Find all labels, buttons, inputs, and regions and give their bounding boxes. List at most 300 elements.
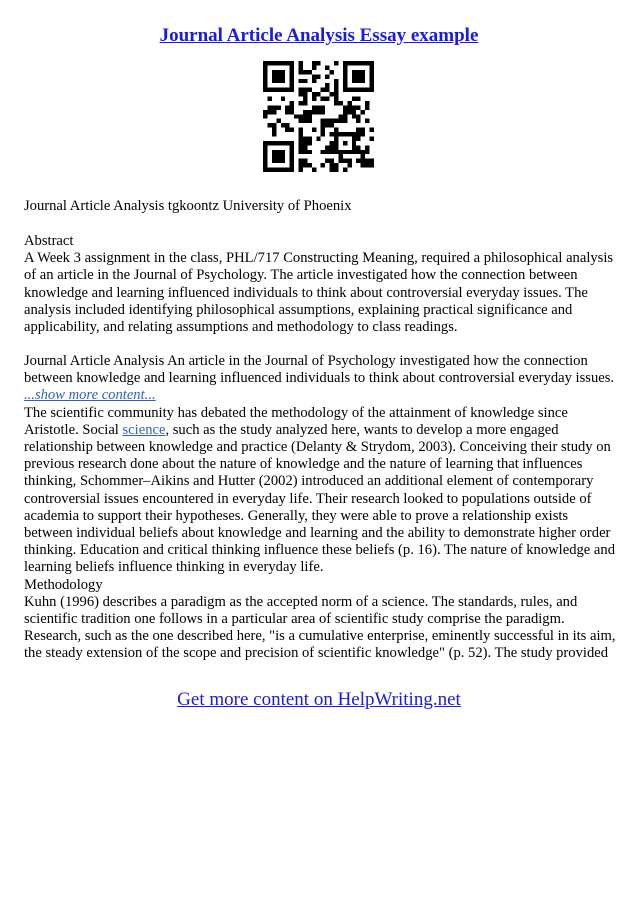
qr-module: [281, 159, 285, 163]
qr-module: [267, 110, 271, 114]
qr-module: [347, 105, 351, 109]
qr-module: [370, 61, 374, 65]
qr-module: [281, 74, 285, 78]
qr-module: [307, 110, 311, 114]
qr-module: [299, 65, 303, 69]
qr-module: [307, 141, 311, 145]
helpwriting-link[interactable]: Get more content on HelpWriting.net: [177, 689, 461, 710]
qr-module: [299, 163, 303, 167]
qr-module: [290, 79, 294, 83]
qr-module: [290, 168, 294, 172]
qr-module: [356, 74, 360, 78]
qr-module: [370, 70, 374, 74]
qr-module: [276, 88, 280, 92]
qr-module: [365, 101, 369, 105]
qr-module: [272, 150, 276, 154]
qr-module: [299, 114, 303, 118]
qr-module: [330, 70, 334, 74]
qr-module: [343, 168, 347, 172]
qr-module: [281, 150, 285, 154]
qr-module: [263, 168, 267, 172]
qr-module: [338, 101, 342, 105]
qr-module: [365, 105, 369, 109]
qr-module: [299, 70, 303, 74]
qr-module: [285, 105, 289, 109]
qr-module: [285, 128, 289, 132]
qr-module: [299, 88, 303, 92]
qr-module: [321, 97, 325, 101]
qr-module: [263, 61, 267, 65]
qr-module: [303, 136, 307, 140]
qr-module: [276, 61, 280, 65]
qr-module: [365, 145, 369, 149]
qr-module: [299, 128, 303, 132]
qr-module: [312, 79, 316, 83]
qr-module: [281, 88, 285, 92]
qr-module: [330, 150, 334, 154]
qr-module: [370, 128, 374, 132]
qr-module: [356, 119, 360, 123]
qr-module: [352, 114, 356, 118]
qr-module: [361, 88, 365, 92]
qr-module: [276, 70, 280, 74]
qr-module: [285, 123, 289, 127]
qr-module: [272, 123, 276, 127]
qr-module: [312, 168, 316, 172]
qr-module: [370, 79, 374, 83]
qr-module: [263, 145, 267, 149]
qr-module: [356, 132, 360, 136]
qr-module: [352, 61, 356, 65]
qr-module: [307, 88, 311, 92]
qr-module: [356, 145, 360, 149]
qr-module: [272, 70, 276, 74]
qr-module: [321, 128, 325, 132]
qr-module: [303, 141, 307, 145]
qr-module: [312, 65, 316, 69]
qr-module: [321, 132, 325, 136]
qr-module: [347, 61, 351, 65]
qr-module: [299, 136, 303, 140]
qr-module: [276, 119, 280, 123]
qr-module: [290, 61, 294, 65]
qr-module: [290, 154, 294, 158]
qr-module: [290, 83, 294, 87]
qr-module: [365, 88, 369, 92]
qr-module: [352, 132, 356, 136]
qr-module: [267, 141, 271, 145]
qr-module: [343, 159, 347, 163]
qr-module: [356, 61, 360, 65]
qr-module: [281, 168, 285, 172]
qr-module: [352, 150, 356, 154]
qr-module: [281, 70, 285, 74]
qr-module: [361, 159, 365, 163]
qr-module: [330, 123, 334, 127]
qr-module: [321, 150, 325, 154]
qr-module: [272, 105, 276, 109]
qr-module: [343, 79, 347, 83]
page-title[interactable]: Journal Article Analysis Essay example: [159, 25, 479, 46]
qr-module: [370, 159, 374, 163]
qr-module: [263, 114, 267, 118]
qr-module: [303, 70, 307, 74]
qr-module: [290, 163, 294, 167]
qr-module: [272, 132, 276, 136]
qr-module: [330, 168, 334, 172]
qr-module: [303, 163, 307, 167]
qr-module: [263, 79, 267, 83]
qr-module: [343, 150, 347, 154]
qr-module: [325, 123, 329, 127]
qr-module: [343, 74, 347, 78]
qr-module: [352, 74, 356, 78]
qr-module: [370, 74, 374, 78]
qr-module: [343, 114, 347, 118]
qr-module: [330, 141, 334, 145]
qr-module: [276, 141, 280, 145]
body-p1-after: , such as the study analyzed here, wants to develop a more engaged relationship between knowledge and practice (Delanty & Strydom, 2003). Conceiving their study on previous research done about the nature of knowledge and the nature of learning that influences thinking, Schommer–Aikins and Hutter (2002) introduced an additional element of contemporary controversial issues encountered in everyday life. Their research looked to populations outside of academia to support their hypotheses. Generally, they were able to prove a relationship exists between individual beliefs about knowledge and learning and the ability to demonstrate higher order thinking. Education and critical thinking influence these beliefs (p. 16). The nature of knowledge and learning beliefs influence thinking in everyday life.: [24, 421, 616, 576]
qr-module: [307, 163, 311, 167]
qr-module: [272, 88, 276, 92]
qr-module: [356, 150, 360, 154]
qr-module: [343, 88, 347, 92]
qr-module: [276, 79, 280, 83]
body-p1-before: The scientific community has debated the methodology of the attainment of knowledge since Aristotle. Social: [24, 404, 568, 438]
methodology-text: Kuhn (1996) describes a paradigm as the accepted norm of a science. The standards, rules, and scientific tradition one follows in a particular area of scientific study comprise the paradigm. Research, such as the one described here, "is a cumulative enterprise, eminently successful in its aim, the steady extension of the scope and precision of scientific knowledge" (p. 52). The study provided: [24, 593, 616, 662]
qr-module: [316, 136, 320, 140]
qr-module: [316, 61, 320, 65]
qr-module: [356, 159, 360, 163]
qr-module: [338, 159, 342, 163]
qr-module: [299, 79, 303, 83]
qr-module: [290, 65, 294, 69]
qr-module: [290, 141, 294, 145]
qr-module: [334, 145, 338, 149]
qr-module: [272, 154, 276, 158]
qr-module: [334, 136, 338, 140]
qr-module: [290, 159, 294, 163]
qr-module: [307, 70, 311, 74]
qr-module: [343, 110, 347, 114]
qr-module: [272, 110, 276, 114]
qr-module: [303, 97, 307, 101]
qr-module: [321, 163, 325, 167]
qr-module: [334, 83, 338, 87]
qr-module: [316, 92, 320, 96]
qr-module: [299, 168, 303, 172]
qr-module: [312, 105, 316, 109]
qr-module: [325, 119, 329, 123]
qr-module: [263, 65, 267, 69]
qr-module: [356, 114, 360, 118]
qr-module: [334, 168, 338, 172]
qr-module: [343, 105, 347, 109]
science-link[interactable]: science: [122, 421, 166, 438]
qr-module: [321, 119, 325, 123]
qr-module: [290, 110, 294, 114]
qr-module: [307, 119, 311, 123]
qr-module: [276, 159, 280, 163]
qr-module: [299, 141, 303, 145]
qr-module: [272, 128, 276, 132]
qr-module: [365, 119, 369, 123]
qr-module: [290, 88, 294, 92]
qr-module: [290, 145, 294, 149]
qr-module: [267, 123, 271, 127]
qr-module: [281, 79, 285, 83]
qr-module: [370, 65, 374, 69]
qr-module: [361, 128, 365, 132]
qr-module: [352, 141, 356, 145]
qr-module: [365, 150, 369, 154]
qr-module: [267, 105, 271, 109]
qr-module: [299, 101, 303, 105]
qr-module: [347, 88, 351, 92]
qr-module: [365, 61, 369, 65]
qr-module: [343, 61, 347, 65]
qr-module: [325, 150, 329, 154]
qr-module: [299, 159, 303, 163]
qr-module: [299, 145, 303, 149]
qr-module: [370, 136, 374, 140]
qr-module: [263, 110, 267, 114]
qr-module: [290, 101, 294, 105]
qr-module: [321, 123, 325, 127]
qr-module: [281, 141, 285, 145]
show-more-link[interactable]: ...show more content...: [24, 387, 156, 404]
qr-module: [307, 150, 311, 154]
qr-module: [334, 132, 338, 136]
qr-module: [303, 119, 307, 123]
qr-code-icon: [263, 61, 374, 172]
qr-module: [334, 101, 338, 105]
qr-module: [352, 105, 356, 109]
qr-module: [263, 74, 267, 78]
qr-module: [263, 88, 267, 92]
qr-module: [272, 168, 276, 172]
qr-module: [325, 97, 329, 101]
qr-module: [334, 92, 338, 96]
qr-module: [290, 128, 294, 132]
intro-line: [24, 198, 616, 215]
qr-module: [303, 92, 307, 96]
qr-module: [352, 70, 356, 74]
qr-module: [330, 119, 334, 123]
qr-module: [263, 83, 267, 87]
qr-module: [290, 74, 294, 78]
abstract-section: [24, 233, 616, 336]
qr-module: [276, 105, 280, 109]
qr-module: [303, 88, 307, 92]
qr-module: [303, 101, 307, 105]
qr-module: [281, 154, 285, 158]
qr-module: [338, 154, 342, 158]
qr-module: [347, 132, 351, 136]
qr-module: [263, 159, 267, 163]
qr-module: [356, 88, 360, 92]
qr-module: [334, 128, 338, 132]
qr-module: [334, 150, 338, 154]
qr-module: [325, 65, 329, 69]
qr-module: [334, 163, 338, 167]
qr-module: [361, 70, 365, 74]
qr-module: [361, 150, 365, 154]
qr-module: [303, 110, 307, 114]
qr-module: [356, 70, 360, 74]
qr-module: [316, 110, 320, 114]
qr-module: [347, 101, 351, 105]
qr-module: [347, 163, 351, 167]
qr-module: [343, 65, 347, 69]
qr-module: [303, 145, 307, 149]
qr-module: [316, 74, 320, 78]
qr-module: [330, 92, 334, 96]
qr-module: [272, 74, 276, 78]
qr-module: [303, 159, 307, 163]
qr-module: [263, 141, 267, 145]
qr-module: [321, 110, 325, 114]
qr-module: [365, 163, 369, 167]
qr-module: [312, 92, 316, 96]
qr-module: [347, 110, 351, 114]
qr-module: [290, 70, 294, 74]
qr-module: [361, 110, 365, 114]
qr-module: [338, 132, 342, 136]
qr-module: [356, 136, 360, 140]
qr-module: [343, 119, 347, 123]
qr-module: [303, 79, 307, 83]
qr-module: [347, 159, 351, 163]
qr-module: [299, 150, 303, 154]
qr-module: [285, 88, 289, 92]
abstract-text: A Week 3 assignment in the class, PHL/717 Constructing Meaning, required a philosophical analysis of an article in the Journal of Psychology. The article investigated how the connection between knowledge and learning influenced individuals to think about controversial everyday issues. The analysis included identifying philosophical assumptions, explaining practical significance and applicability, and relating assumptions and methodology to class readings.: [24, 250, 614, 336]
qr-module: [361, 79, 365, 83]
qr-module: [356, 97, 360, 101]
qr-module: [272, 159, 276, 163]
qr-module: [330, 145, 334, 149]
qr-module: [361, 61, 365, 65]
qr-module: [334, 61, 338, 65]
qr-module: [307, 114, 311, 118]
qr-module: [267, 88, 271, 92]
qr-module: [299, 92, 303, 96]
qr-module: [334, 88, 338, 92]
qr-module: [330, 159, 334, 163]
qr-module: [356, 79, 360, 83]
qr-module: [356, 105, 360, 109]
qr-module: [370, 163, 374, 167]
qr-module: [330, 132, 334, 136]
qr-module: [281, 61, 285, 65]
qr-module: [334, 141, 338, 145]
qr-module: [338, 150, 342, 154]
qr-module: [343, 141, 347, 145]
qr-module: [276, 168, 280, 172]
qr-module: [312, 110, 316, 114]
qr-module: [276, 150, 280, 154]
qr-module: [325, 83, 329, 87]
qr-module: [361, 132, 365, 136]
qr-module: [361, 154, 365, 158]
qr-module: [299, 132, 303, 136]
qr-module: [276, 154, 280, 158]
qr-module: [299, 119, 303, 123]
qr-module: [352, 136, 356, 140]
qr-module: [307, 136, 311, 140]
qr-module: [361, 163, 365, 167]
qr-module: [272, 141, 276, 145]
qr-module: [325, 145, 329, 149]
methodology-heading: Methodology: [24, 576, 103, 593]
summary-section: [24, 353, 616, 663]
qr-module: [263, 163, 267, 167]
qr-module: [316, 105, 320, 109]
qr-module: [285, 168, 289, 172]
qr-module: [370, 83, 374, 87]
qr-module: [263, 70, 267, 74]
qr-module: [361, 74, 365, 78]
qr-module: [285, 141, 289, 145]
qr-module: [321, 88, 325, 92]
qr-module: [312, 97, 316, 101]
qr-module: [343, 83, 347, 87]
qr-module: [334, 79, 338, 83]
qr-module: [263, 150, 267, 154]
qr-module: [321, 105, 325, 109]
qr-module: [347, 150, 351, 154]
qr-module: [334, 97, 338, 101]
intro-text: Journal Article Analysis tgkoontz University of Phoenix: [24, 198, 352, 214]
qr-module: [267, 168, 271, 172]
qr-module: [370, 88, 374, 92]
qr-module: [352, 88, 356, 92]
qr-module: [338, 114, 342, 118]
qr-module: [267, 97, 271, 101]
abstract-heading: Abstract: [24, 233, 74, 249]
qr-module: [325, 88, 329, 92]
qr-module: [352, 97, 356, 101]
qr-module: [338, 119, 342, 123]
qr-module: [334, 119, 338, 123]
qr-module: [303, 114, 307, 118]
qr-module: [290, 150, 294, 154]
qr-module: [325, 74, 329, 78]
qr-module: [276, 74, 280, 78]
qr-module: [281, 97, 285, 101]
qr-module: [325, 159, 329, 163]
qr-module: [285, 61, 289, 65]
qr-module: [272, 79, 276, 83]
qr-module: [352, 79, 356, 83]
qr-module: [312, 128, 316, 132]
qr-module: [281, 123, 285, 127]
qr-module: [330, 163, 334, 167]
qr-module: [312, 61, 316, 65]
qr-module: [285, 110, 289, 114]
qr-module: [290, 105, 294, 109]
qr-module: [356, 128, 360, 132]
body-paragraph-1: [24, 405, 616, 577]
qr-module: [267, 61, 271, 65]
qr-module: [303, 150, 307, 154]
qr-module: [343, 70, 347, 74]
qr-module: [343, 132, 347, 136]
summary-text: Journal Article Analysis An article in the Journal of Psychology investigated how the connection between knowledge and learning influenced individuals to think about controversial everyday issues.: [24, 353, 615, 387]
qr-module: [294, 114, 298, 118]
qr-module: [299, 61, 303, 65]
qr-module: [365, 159, 369, 163]
